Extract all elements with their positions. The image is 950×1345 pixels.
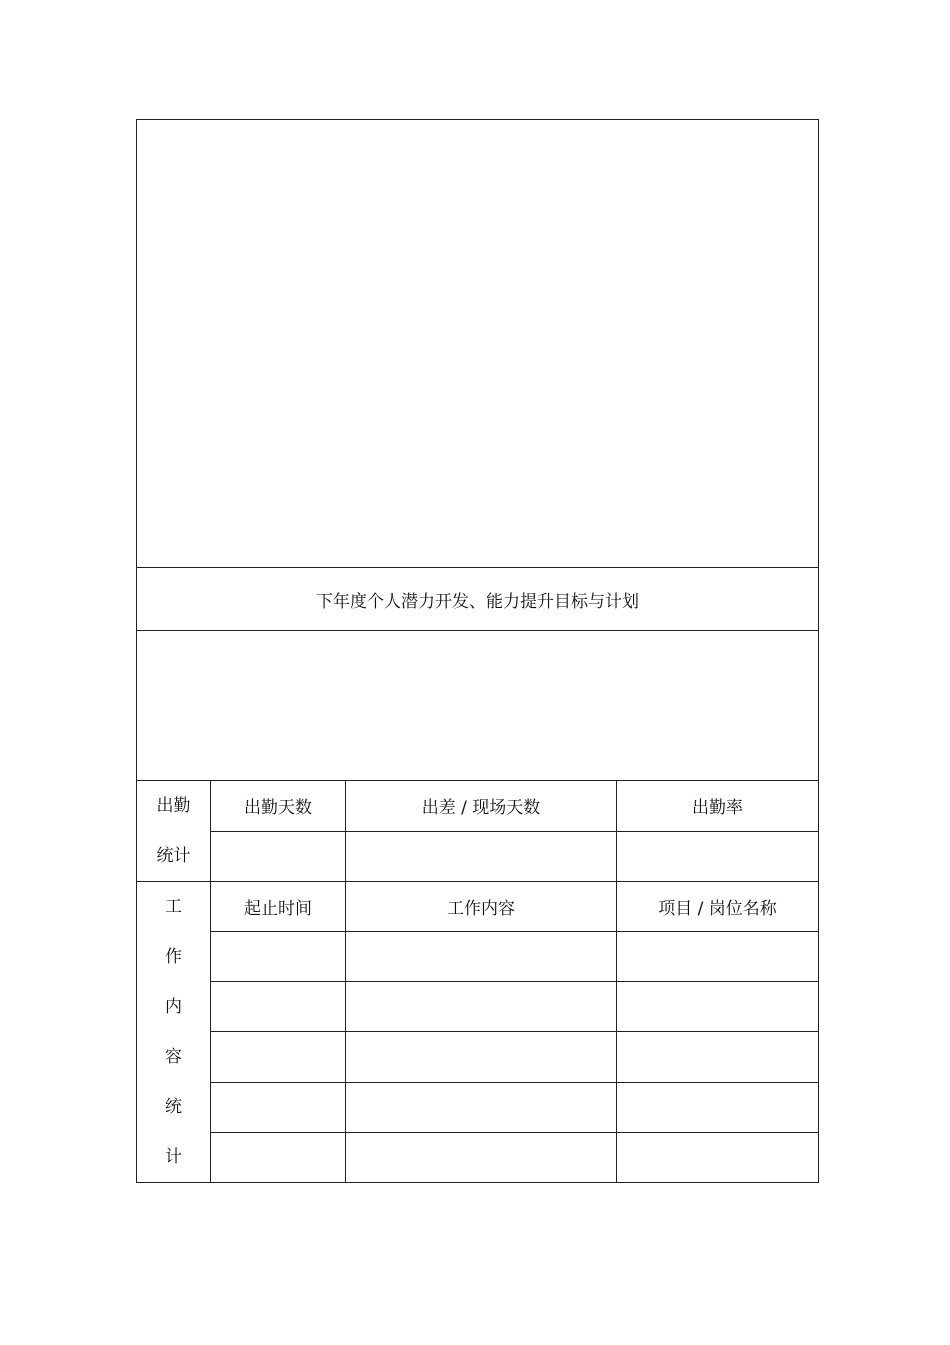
work-row bbox=[137, 1132, 819, 1182]
work-content-cell[interactable] bbox=[346, 1132, 617, 1182]
attendance-side-label bbox=[137, 781, 211, 882]
attendance-side-label-line2: 统计 bbox=[156, 846, 191, 866]
work-content-cell[interactable] bbox=[346, 982, 617, 1032]
work-row bbox=[137, 932, 819, 982]
evaluation-form-table bbox=[136, 119, 819, 1183]
work-project-cell[interactable] bbox=[617, 1032, 819, 1082]
work-side-label-char: 统 bbox=[165, 1097, 182, 1117]
work-header-row bbox=[137, 882, 819, 932]
work-row bbox=[137, 1082, 819, 1132]
work-header-project: 项目 / 岗位名称 bbox=[617, 882, 819, 932]
work-side-label-char: 容 bbox=[165, 1047, 182, 1067]
work-side-label-char: 计 bbox=[165, 1147, 182, 1167]
work-side-label-char: 内 bbox=[165, 997, 182, 1017]
work-project-cell[interactable] bbox=[617, 932, 819, 982]
work-period-cell[interactable] bbox=[211, 1132, 346, 1182]
work-period-cell[interactable] bbox=[211, 1082, 346, 1132]
previous-section-content-cell[interactable] bbox=[137, 120, 819, 568]
work-header-content: 工作内容 bbox=[346, 882, 617, 932]
work-project-cell[interactable] bbox=[617, 1132, 819, 1182]
attendance-trip-days-cell[interactable] bbox=[346, 831, 617, 882]
attendance-header-days: 出勤天数 bbox=[211, 781, 346, 832]
work-content-cell[interactable] bbox=[346, 1082, 617, 1132]
work-side-label-char: 工 bbox=[165, 897, 182, 917]
attendance-value-row bbox=[137, 831, 819, 882]
work-side-label-char: 作 bbox=[165, 947, 182, 967]
attendance-side-label-line1: 出勤 bbox=[156, 796, 191, 816]
work-header-period: 起止时间 bbox=[211, 882, 346, 932]
top-blank-row bbox=[137, 120, 819, 568]
work-period-cell[interactable] bbox=[211, 1032, 346, 1082]
plan-content-cell[interactable] bbox=[137, 631, 819, 781]
work-content-cell[interactable] bbox=[346, 932, 617, 982]
attendance-header-row bbox=[137, 781, 819, 832]
attendance-header-trip-days: 出差 / 现场天数 bbox=[346, 781, 617, 832]
plan-title-row bbox=[137, 568, 819, 631]
work-content-cell[interactable] bbox=[346, 1032, 617, 1082]
work-project-cell[interactable] bbox=[617, 982, 819, 1032]
work-period-cell[interactable] bbox=[211, 932, 346, 982]
attendance-header-rate: 出勤率 bbox=[617, 781, 819, 832]
work-row bbox=[137, 1032, 819, 1082]
work-period-cell[interactable] bbox=[211, 982, 346, 1032]
work-project-cell[interactable] bbox=[617, 1082, 819, 1132]
plan-section-title: 下年度个人潜力开发、能力提升目标与计划 bbox=[137, 568, 819, 631]
work-row bbox=[137, 982, 819, 1032]
plan-content-row bbox=[137, 631, 819, 781]
work-side-label bbox=[137, 882, 211, 1183]
attendance-days-cell[interactable] bbox=[211, 831, 346, 882]
attendance-rate-cell[interactable] bbox=[617, 831, 819, 882]
